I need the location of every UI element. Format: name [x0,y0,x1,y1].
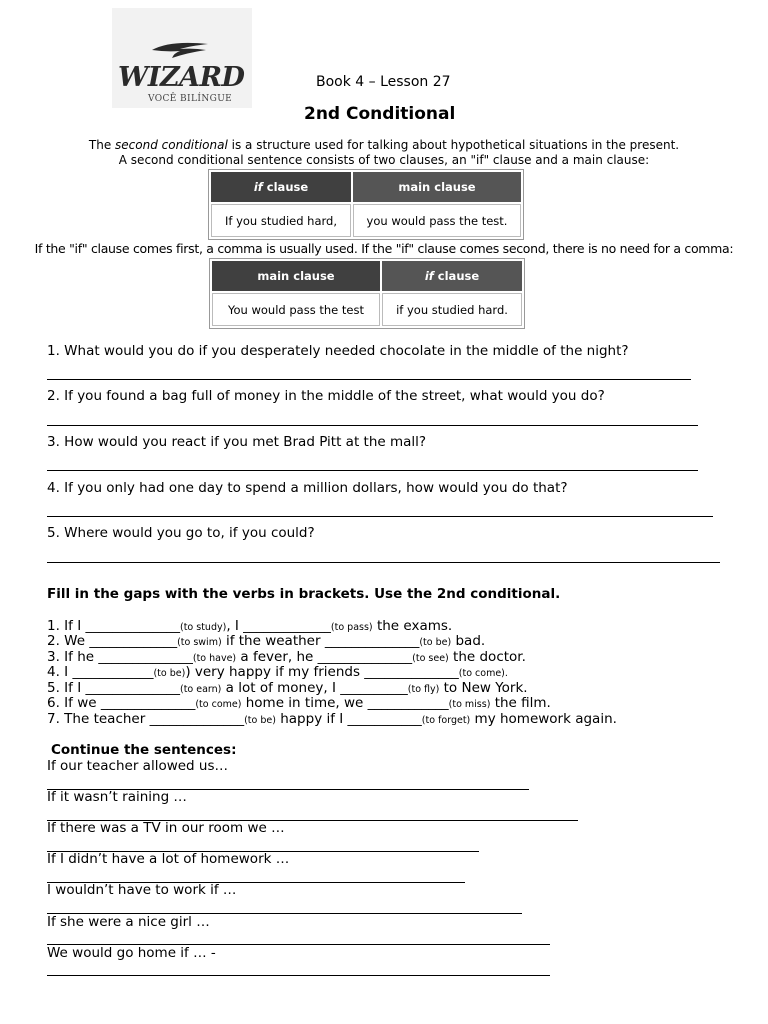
table-header-main-clause: main clause [212,261,380,291]
fill-sentence-5: 5. If I ______________(to earn) a lot of money, I __________(to fly) to New York. [47,680,528,696]
fill-sentence-7: 7. The teacher ______________(to be) happy if I ___________(to forget) my homework again. [47,711,617,727]
continue-line-7[interactable] [47,975,550,976]
table-cell-if-clause: if you studied hard. [382,293,522,326]
fill-sentence-1: 1. If I ______________(to study), I _____________(to pass) the exams. [47,618,453,634]
fill-sentence-4: 4. I ____________(to be)) very happy if my friends ______________(to come). [47,664,508,680]
continue-prompt-5: I wouldn’t have to work if … [47,882,237,898]
answer-line-3[interactable] [47,470,698,471]
continue-prompt-2: If it wasn’t raining … [47,789,187,805]
fill-sentence-6: 6. If we ______________(to come) home in time, we ____________(to miss) the film. [47,695,551,711]
continue-title: Continue the sentences: [51,742,237,758]
comma-note: If the "if" clause comes first, a comma is usually used. If the "if" clause comes second, there is no need for a comma: [34,241,734,256]
answer-line-4[interactable] [47,516,713,517]
logo-tagline: VOCÊ BILÍNGUE [148,94,233,104]
wing-icon [150,40,212,60]
question-2: 2. If you found a bag full of money in the middle of the street, what would you do? [47,388,605,404]
clause-table-main-first [209,258,525,329]
table-cell-if-clause: If you studied hard, [211,204,351,237]
intro-line-2: A second conditional sentence consists of two clauses, an "if" clause and a main clause: [118,153,650,167]
page-title: 2nd Conditional [304,104,456,124]
question-5: 5. Where would you go to, if you could? [47,525,315,541]
question-4: 4. If you only had one day to spend a million dollars, how would you do that? [47,480,568,496]
logo-wordmark: WIZARD [118,62,245,93]
table-cell-main-clause: You would pass the test [212,293,380,326]
continue-prompt-7: We would go home if … - [47,945,216,961]
clause-table-if-first [208,169,524,240]
answer-line-1[interactable] [47,379,691,380]
book-lesson-label: Book 4 – Lesson 27 [316,74,451,90]
answer-line-2[interactable] [47,425,698,426]
table-header-main-clause: main clause [353,172,521,202]
question-3: 3. How would you react if you met Brad Pitt at the mall? [47,434,427,450]
answer-line-5[interactable] [47,562,720,563]
fill-sentence-2: 2. We _____________(to swim) if the weather ______________(to be) bad. [47,633,486,649]
continue-prompt-6: If she were a nice girl … [47,914,210,930]
intro-line-1: The second conditional is a structure used for talking about hypothetical situations in the present. [88,138,680,152]
continue-prompt-4: If I didn’t have a lot of homework … [47,851,290,867]
continue-prompt-3: If there was a TV in our room we … [47,820,285,836]
table-header-if-clause: if clause [211,172,351,202]
question-1: 1. What would you do if you desperately needed chocolate in the middle of the night? [47,343,629,359]
table-cell-main-clause: you would pass the test. [353,204,521,237]
fill-gaps-instructions: Fill in the gaps with the verbs in brackets. Use the 2nd conditional. [47,586,561,602]
logo [112,8,252,108]
table-header-if-clause: if clause [382,261,522,291]
fill-sentence-3: 3. If he ______________(to have) a fever, he ______________(to see) the doctor. [47,649,526,665]
continue-prompt-1: If our teacher allowed us… [47,758,229,774]
